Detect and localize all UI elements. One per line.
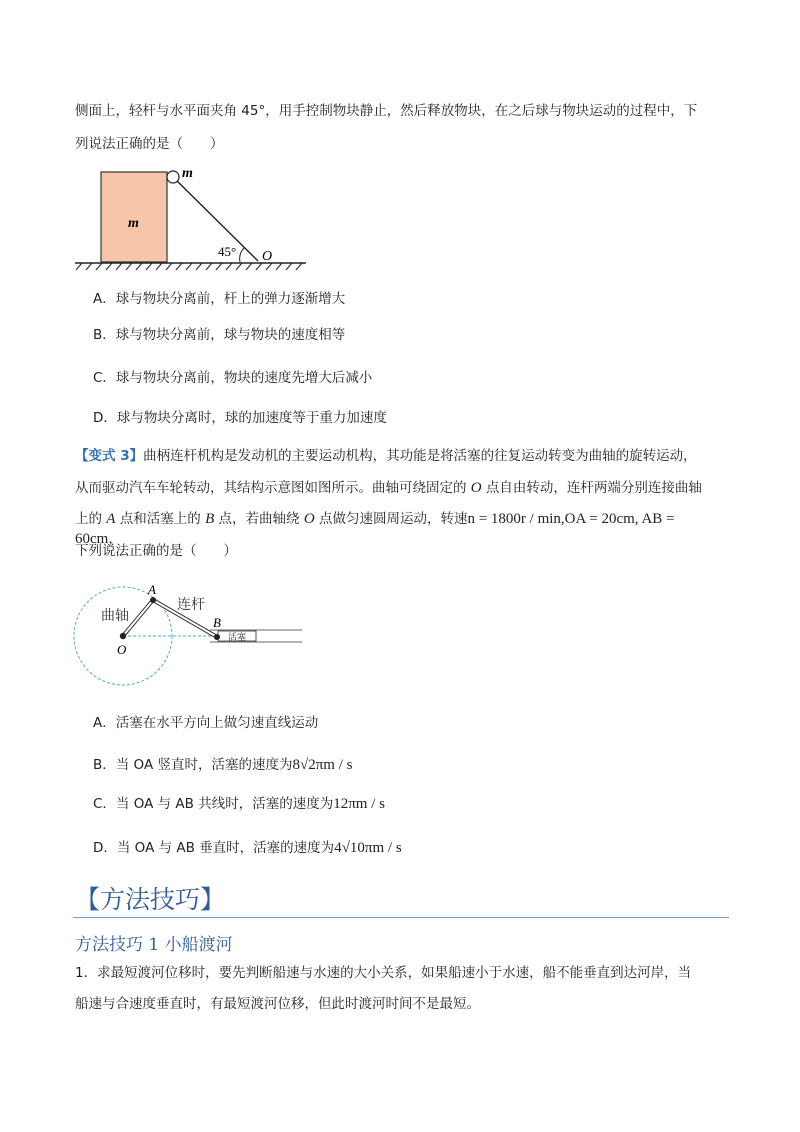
point-a — [150, 597, 156, 603]
label-crank: 曲轴 — [101, 608, 129, 624]
pivot-label: O — [262, 249, 273, 264]
problem2-formula: n = 1800r / min,OA = 20cm, AB = 60cm — [75, 511, 675, 547]
problem2-line3-d: 点做匀速圆周运动，转速 — [314, 511, 468, 527]
problem2-line2-b: 点自由转动，连杆两端分别连接曲轴 — [481, 480, 702, 496]
problem2-option-b-text: B．当 OA 竖直时，活塞的速度为 — [93, 757, 293, 773]
point-o — [120, 633, 126, 639]
angle-arc — [240, 248, 244, 262]
problem2-line2-a: 从而驱动汽车车轮转动，其结构示意图如图所示。曲轴可绕固定的 — [75, 480, 471, 496]
block-label: m — [128, 216, 139, 231]
angle-label: 45° — [218, 244, 237, 259]
problem2-option-b — [93, 755, 352, 775]
problem2-option-d-text: D．当 OA 与 AB 垂直时，活塞的速度为 — [93, 840, 335, 856]
problem2-line1-text: 曲柄连杆机构是发动机的主要运动机构，其功能是将活塞的往复运动转变为曲轴的旋转运动， — [143, 448, 697, 464]
problem2-option-c-text: C．当 OA 与 AB 共线时，活塞的速度为 — [93, 796, 334, 812]
problem2-line3-a: 上的 — [75, 511, 107, 527]
piston-label: 活塞 — [228, 632, 247, 642]
label-rod: 连杆 — [177, 597, 205, 613]
point-b — [214, 634, 220, 640]
problem2-option-d — [93, 838, 402, 858]
problem2-line3-end: ， — [108, 531, 122, 547]
problem2-line4: 下列说法正确的是（ ） — [75, 543, 237, 559]
problem1-line2: 列说法正确的是（ ） — [75, 136, 224, 152]
figure-block-rod — [70, 160, 320, 275]
ground-hatch — [76, 263, 302, 270]
problem2-line2-o: O — [470, 480, 482, 496]
problem2-option-c — [93, 794, 385, 814]
section-divider — [73, 917, 729, 918]
label-a: A — [148, 582, 156, 597]
problem2-line3-c: 点，若曲轴绕 — [214, 511, 304, 527]
label-o: O — [117, 642, 127, 657]
problem2-line3-A: A — [106, 511, 116, 527]
problem2-line3-B: B — [205, 511, 215, 527]
problem2-option-c-value: 12πm / s — [333, 796, 385, 812]
problem1-option-c: C．球与物块分离前，物块的速度先增大后减小 — [93, 370, 373, 386]
ball-label: m — [182, 166, 193, 181]
ball — [167, 171, 179, 183]
section-para-line2: 船速与合速度垂直时，有最短渡河位移，但此时渡河时间不是最短。 — [75, 996, 480, 1012]
problem2-line2 — [75, 478, 725, 498]
problem2-option-a: A．活塞在水平方向上做匀速直线运动 — [93, 715, 319, 731]
rod — [173, 177, 258, 261]
section-subtitle: 方法技巧 1 小船渡河 — [75, 935, 233, 955]
problem1-option-b: B．球与物块分离前，球与物块的速度相等 — [93, 327, 346, 343]
label-b: B — [213, 615, 221, 630]
problem2-line3-O: O — [303, 511, 315, 527]
problem2-tag: 【变式 3】 — [75, 448, 144, 464]
problem1-line1: 侧面上，轻杆与水平面夹角 45°，用手控制物块静止，然后释放物块，在之后球与物块运动的过程中，下 — [75, 103, 698, 119]
figure-crank-rod — [70, 582, 310, 692]
problem2-option-b-value: 8√2πm / s — [292, 757, 353, 773]
section-para-line1: 1．求最短渡河位移时，要先判断船速与水速的大小关系，如果船速小于水速，船不能垂直到达河岸，当 — [75, 965, 692, 981]
section-title: 【方法技巧】 — [75, 885, 226, 914]
problem1-option-a: A．球与物块分离前，杆上的弹力逐渐增大 — [93, 291, 346, 307]
problem1-option-d: D．球与物块分离时，球的加速度等于重力加速度 — [93, 410, 387, 426]
problem2-line1 — [75, 446, 725, 466]
problem2-option-d-value: 4√10πm / s — [334, 840, 402, 856]
problem2-line3-b: 点和活塞上的 — [115, 511, 206, 527]
